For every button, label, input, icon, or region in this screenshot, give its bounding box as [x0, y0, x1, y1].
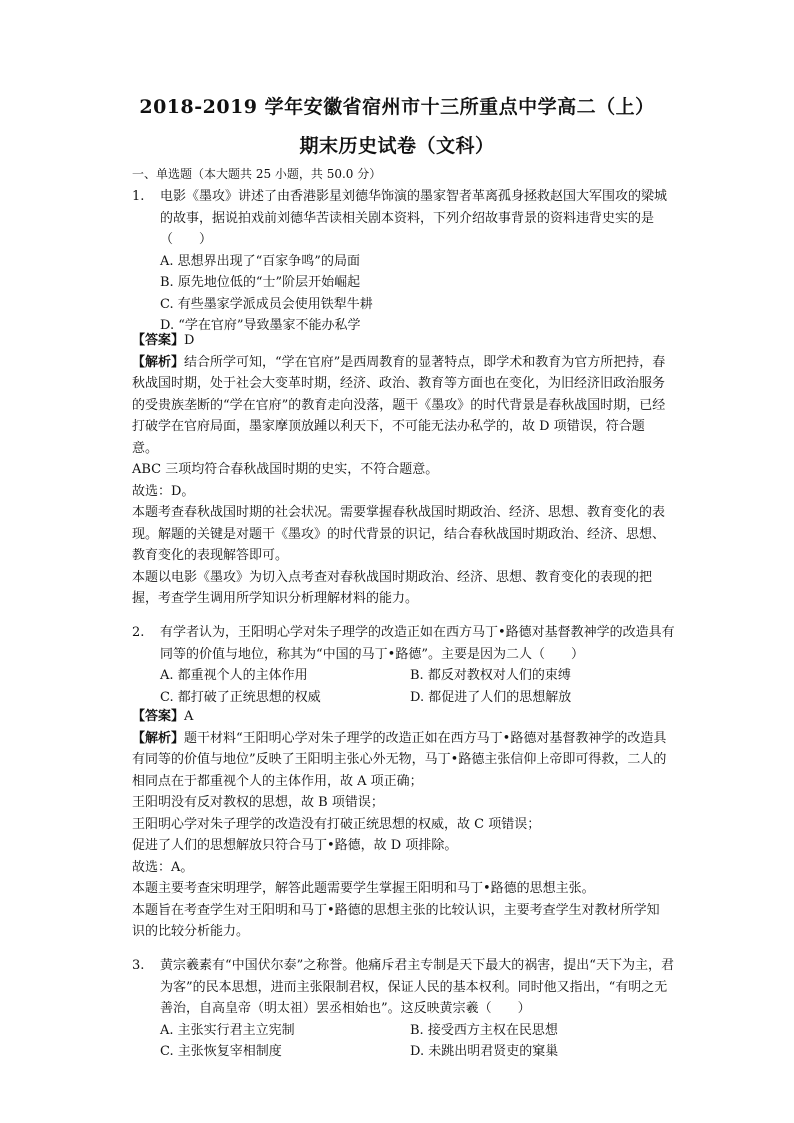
option-d: D. 都促进了人们的思想解放 [410, 689, 572, 705]
question-stem: 电影《墨攻》讲述了由香港影星刘德华饰演的墨家智者革离孤身拯救赵国大军围攻的梁城的故事，据说拍戏前刘德华苦读相关剧本资料，下列介绍故事背景的资料违背史实的是（ ） [160, 189, 668, 247]
answer-value: A [184, 709, 194, 724]
answer-line [132, 706, 667, 728]
analysis-extra-1: 王阳明没有反对教权的思想，故 B 项错误； [132, 795, 384, 810]
answer-tag: 【答案】 [132, 333, 185, 348]
analysis-paragraph [132, 728, 667, 793]
answer-value: D [184, 333, 195, 348]
analysis-extra-5: 本题主要考查宋明理学，解答此题需要学生掌握王阳明和马丁•路德的思想主张。 [132, 881, 595, 896]
analysis-text: 题干材料“王阳明心学对朱子理学的改造正如在西方马丁•路德对基督教神学的改造具有同等的价值与地位”反映了王阳明主张心外无物，马丁•路德主张信仰上帝即可得救，二人的相同点在于都重视个人的主体作用，故 A 项正确； [132, 730, 667, 789]
option-d: D. “学在官府”导致墨家不能办私学 [160, 318, 361, 333]
analysis-text: 结合所学可知，“学在官府”是西周教育的显著特点，即学术和教育为官方所把持，春秋战国时期，处于社会大变革时期，经济、政治、教育等方面也在变化，为旧经济旧政治服务的受贵族垄断的“学在官府”的教育走向没落，题干《墨攻》的时代背景是春秋战国时期，已经打破学在官府局面，墨家摩顶放踵以利天下，不可能无法办私学的，故 D 项错误，符合题意。 [132, 354, 666, 456]
answer-tag: 【答案】 [132, 709, 185, 724]
options-grid [160, 1020, 677, 1063]
analysis-extra-3: 本题考查春秋战国时期的社会状况。需要掌握春秋战国时期政治、经济、思想、教育变化的表现。解题的关键是对题干《墨攻》的时代背景的识记，结合春秋战国时期政治、经济、思想、教育变化的表现解答即可。 [132, 505, 666, 563]
exam-title-line2: 期末历史试卷（文科） [299, 135, 495, 157]
question-2-solution [132, 706, 667, 943]
option-c: C. 有些墨家学派成员会使用铁犁牛耕 [160, 296, 373, 312]
analysis-tag: 【解析】 [132, 354, 185, 370]
option-c: C. 都打破了正统思想的权威 [160, 689, 321, 705]
option-b: B. 原先地位低的“士”阶层开始崛起 [160, 275, 361, 290]
question-number: 1. [132, 189, 145, 204]
option-d: D. 未跳出明君贤吏的窠巢 [410, 1044, 559, 1059]
section-heading: 一、单选题（本大题共 25 小题，共 50.0 分） [132, 167, 382, 181]
option-b: B. 接受西方主权在民思想 [410, 1022, 558, 1038]
analysis-extra-6: 本题旨在考查学生对王阳明和马丁•路德的思想主张的比较认识，主要考查学生对教材所学知识的比较分析能力。 [132, 902, 660, 939]
question-3 [132, 955, 677, 1063]
question-1 [132, 186, 677, 337]
option-a: A. 主张实行君主立宪制 [160, 1022, 295, 1038]
question-number: 2. [132, 625, 145, 640]
analysis-tag: 【解析】 [132, 730, 185, 746]
analysis-extra-3: 促进了人们的思想解放只符合马丁•路德，故 D 项排除。 [132, 838, 458, 853]
analysis-extra-4: 故选：A。 [132, 859, 194, 875]
analysis-extra-4: 本题以电影《墨攻》为切入点考查对春秋战国时期政治、经济、思想、教育变化的表现的把握，考查学生调用所学知识分析理解材料的能力。 [132, 569, 653, 606]
question-2 [132, 622, 677, 708]
question-1-solution [132, 330, 667, 610]
answer-line [132, 330, 667, 352]
analysis-extra-2: 故选：D。 [132, 483, 195, 499]
analysis-extra-2: 王阳明心学对朱子理学的改造没有打破正统思想的权威，故 C 项错误； [132, 816, 541, 832]
option-c: C. 主张恢复宰相制度 [160, 1044, 282, 1059]
option-a: A. 都重视个人的主体作用 [160, 668, 308, 683]
question-number: 3. [132, 958, 145, 973]
question-stem: 有学者认为，王阳明心学对朱子理学的改造正如在西方马丁•路德对基督教神学的改造具有同等的价值与地位，称其为“中国的马丁•路德”。主要是因为二人（ ） [160, 625, 675, 662]
options-grid [160, 665, 677, 708]
exam-title-line1: 2018-2019 学年安徽省宿州市十三所重点中学高二（上） [139, 96, 655, 118]
option-b: B. 都反对教权对人们的束缚 [410, 668, 571, 683]
analysis-extra-1: ABC 三项均符合春秋战国时期的史实，不符合题意。 [132, 462, 439, 477]
option-a: A. 思想界出现了“百家争鸣”的局面 [160, 253, 360, 269]
analysis-paragraph [132, 352, 667, 460]
question-stem: 黄宗羲素有“中国伏尔泰”之称誉。他痛斥君主专制是天下最大的祸害，提出“天下为主，君为客”的民本思想，进而主张限制君权，保证人民的基本权利。同时他又指出，“有明之无善治，自高皇帝（明太祖）罢丞相始也”。这反映黄宗羲（ ） [160, 958, 674, 1016]
